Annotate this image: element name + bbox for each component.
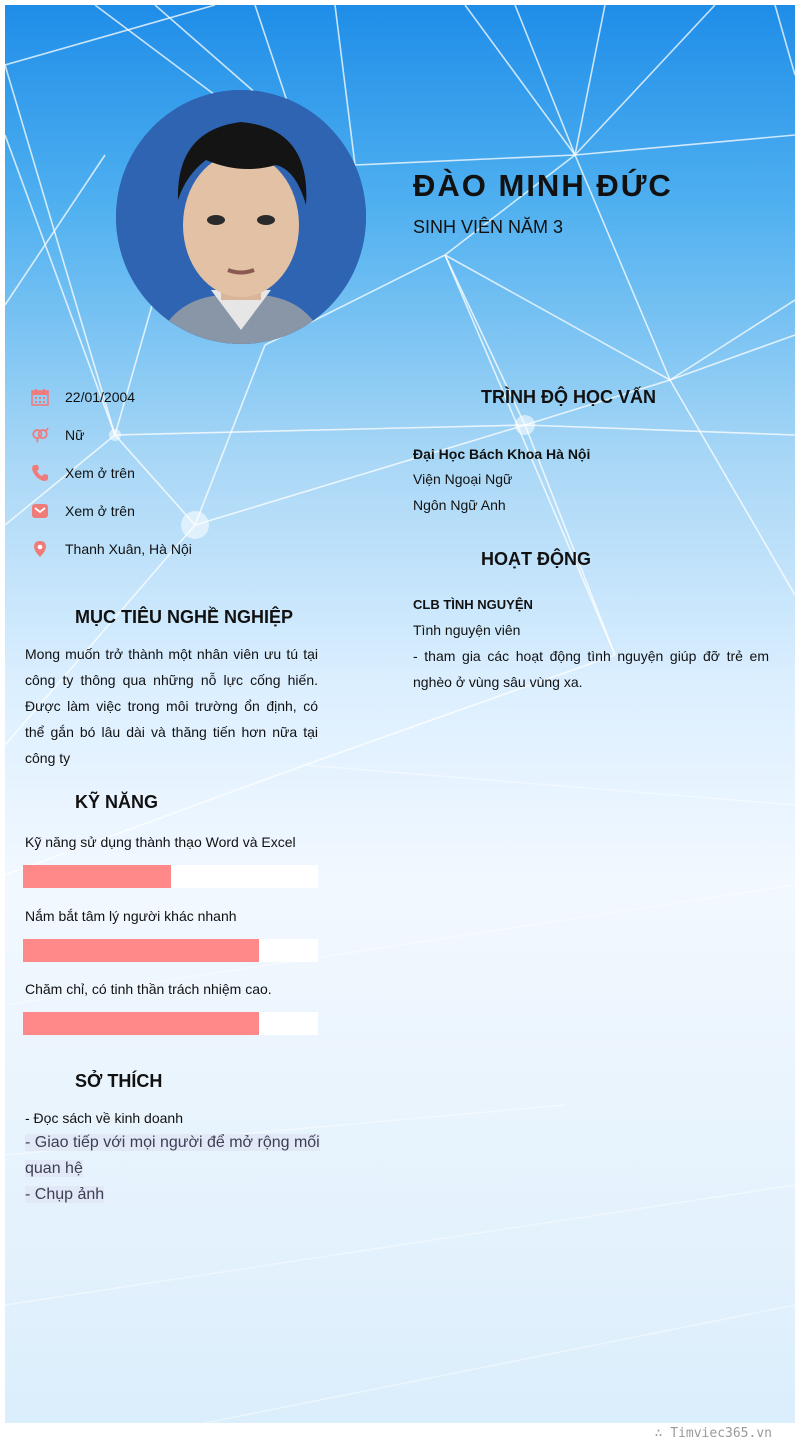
objective-heading: MỤC TIÊU NGHỀ NGHIỆP xyxy=(75,607,294,627)
skill-label: Chăm chỉ, có tinh thần trách nhiệm cao. xyxy=(25,981,272,997)
hobby-item: - Đọc sách về kinh doanh xyxy=(25,1110,183,1126)
footer-brand-logo[interactable]: ∴ Timviec365.vn xyxy=(654,1426,772,1441)
contact-gender-value: Nữ xyxy=(65,427,85,443)
candidate-title: SINH VIÊN NĂM 3 xyxy=(413,217,564,237)
skill-bar-fill xyxy=(23,939,259,962)
skill-label: Nắm bắt tâm lý người khác nhanh xyxy=(25,908,237,924)
contact-phone xyxy=(30,462,135,484)
activity-role: Tình nguyện viên xyxy=(413,622,521,638)
contact-phone-value: Xem ở trên xyxy=(65,465,135,481)
activity-org: CLB TÌNH NGUYỆN xyxy=(413,597,533,612)
education-school: Đại Học Bách Khoa Hà Nội xyxy=(413,446,591,462)
phone-icon xyxy=(30,463,50,483)
contact-birthday-value: 22/01/2004 xyxy=(65,389,136,405)
hobby-item xyxy=(25,1130,321,1182)
skills-heading: KỸ NĂNG xyxy=(75,792,159,812)
candidate-name: ĐÀO MINH ĐỨC xyxy=(413,168,673,203)
profile-photo-portrait xyxy=(116,90,366,344)
skill-bar-fill xyxy=(23,1012,259,1035)
education-heading: TRÌNH ĐỘ HỌC VẤN xyxy=(481,387,656,407)
contact-gender xyxy=(30,424,85,446)
contact-email xyxy=(30,500,135,522)
skill-bar-fill xyxy=(23,865,171,888)
hobby-item-text: - Giao tiếp với mọi người để mở rộng mối quan hệ xyxy=(25,1134,320,1177)
objective-text: Mong muốn trở thành một nhân viên ưu tú tại công ty thông qua những nỗ lực cống hiến. Được làm việc trong môi trường ổn định, có thể gắn bó lâu dài và thăng tiến hơn nữa tại công ty xyxy=(25,646,318,766)
hobby-item-text: - Chụp ảnh xyxy=(25,1186,105,1203)
profile-photo xyxy=(116,90,366,344)
calendar-icon xyxy=(30,387,50,407)
contact-address-value: Thanh Xuân, Hà Nội xyxy=(65,541,192,557)
skill-label: Kỹ năng sử dụng thành thạo Word và Excel xyxy=(25,834,296,850)
education-faculty: Viện Ngoại Ngữ xyxy=(413,471,513,487)
skill-bar xyxy=(23,865,318,888)
education-major: Ngôn Ngữ Anh xyxy=(413,497,506,513)
email-icon xyxy=(30,501,50,521)
location-icon xyxy=(30,539,50,559)
hobbies-heading: SỞ THÍCH xyxy=(75,1071,163,1091)
activity-description: - tham gia các hoạt động tình nguyện giúp đỡ trẻ em nghèo ở vùng sâu vùng xa. xyxy=(413,648,769,690)
contact-birthday xyxy=(30,386,136,408)
cv-page xyxy=(5,5,795,1423)
skill-bar xyxy=(23,939,318,962)
hobby-item xyxy=(25,1182,321,1208)
contact-email-value: Xem ở trên xyxy=(65,503,135,519)
skill-bar xyxy=(23,1012,318,1035)
contact-address xyxy=(30,538,192,560)
gender-icon xyxy=(30,425,50,445)
activities-heading: HOẠT ĐỘNG xyxy=(481,549,591,569)
